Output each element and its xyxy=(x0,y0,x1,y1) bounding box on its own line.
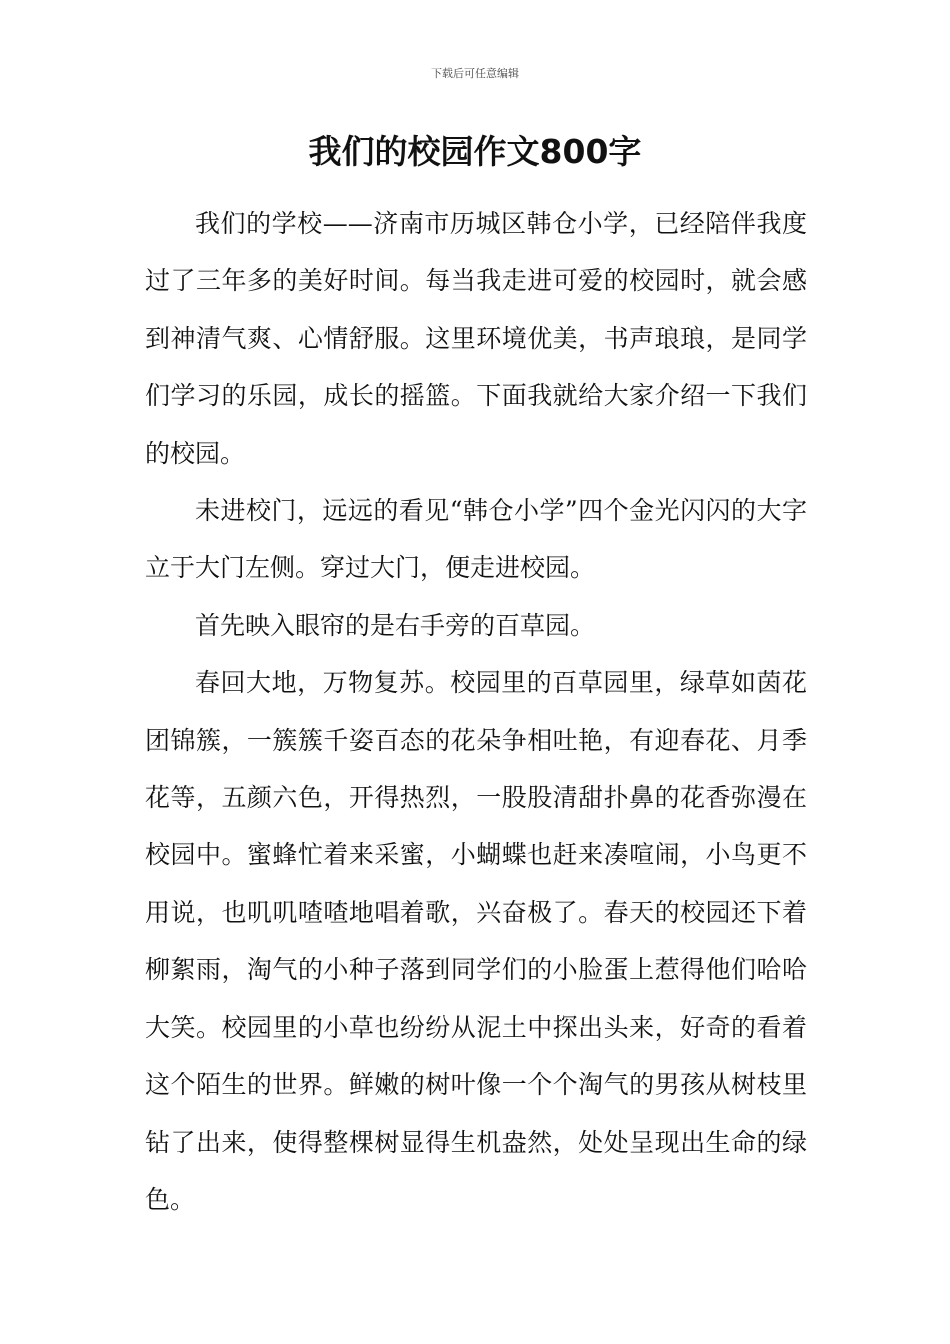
document-title: 我们的校园作文800字 xyxy=(308,132,642,171)
paragraph-3: 首先映入眼帘的是右手旁的百草园。 xyxy=(195,610,596,640)
paragraph-1: 我们的学校——济南市历城区韩仓小学，已经陪伴我度过了三年多的美好时间。每当我走进可爱的校园时，就会感到神清气爽、心情舒服。这里环境优美，书声琅琅，是同学们学习的乐园，成长的摇篮。下面我就给大家介绍一下我们的校园。 xyxy=(145,209,807,468)
paragraph-2: 未进校门，远远的看见“韩仓小学”四个金光闪闪的大字立于大门左侧。穿过大门，便走进校园。 xyxy=(145,496,807,583)
header-note: 下载后可任意编辑 xyxy=(431,67,519,80)
paragraph-4: 春回大地，万物复苏。校园里的百草园里，绿草如茵花团锦簇，一簇簇千姿百态的花朵争相吐艳，有迎春花、月季花等，五颜六色，开得热烈，一股股清甜扑鼻的花香弥漫在校园中。蜜蜂忙着来采蜜，小蝴蝶也赶来凑喧闹，小鸟更不用说，也叽叽喳喳地唱着歌，兴奋极了。春天的校园还下着柳絮雨，淘气的小种子落到同学们的小脸蛋上惹得他们哈哈大笑。校园里的小草也纷纷从泥土中探出头来，好奇的看着这个陌生的世界。鲜嫩的树叶像一个个淘气的男孩从树枝里钻了出来，使得整棵树显得生机盎然，处处呈现出生命的绿色。 xyxy=(145,668,807,1214)
essay-body xyxy=(145,195,807,1228)
